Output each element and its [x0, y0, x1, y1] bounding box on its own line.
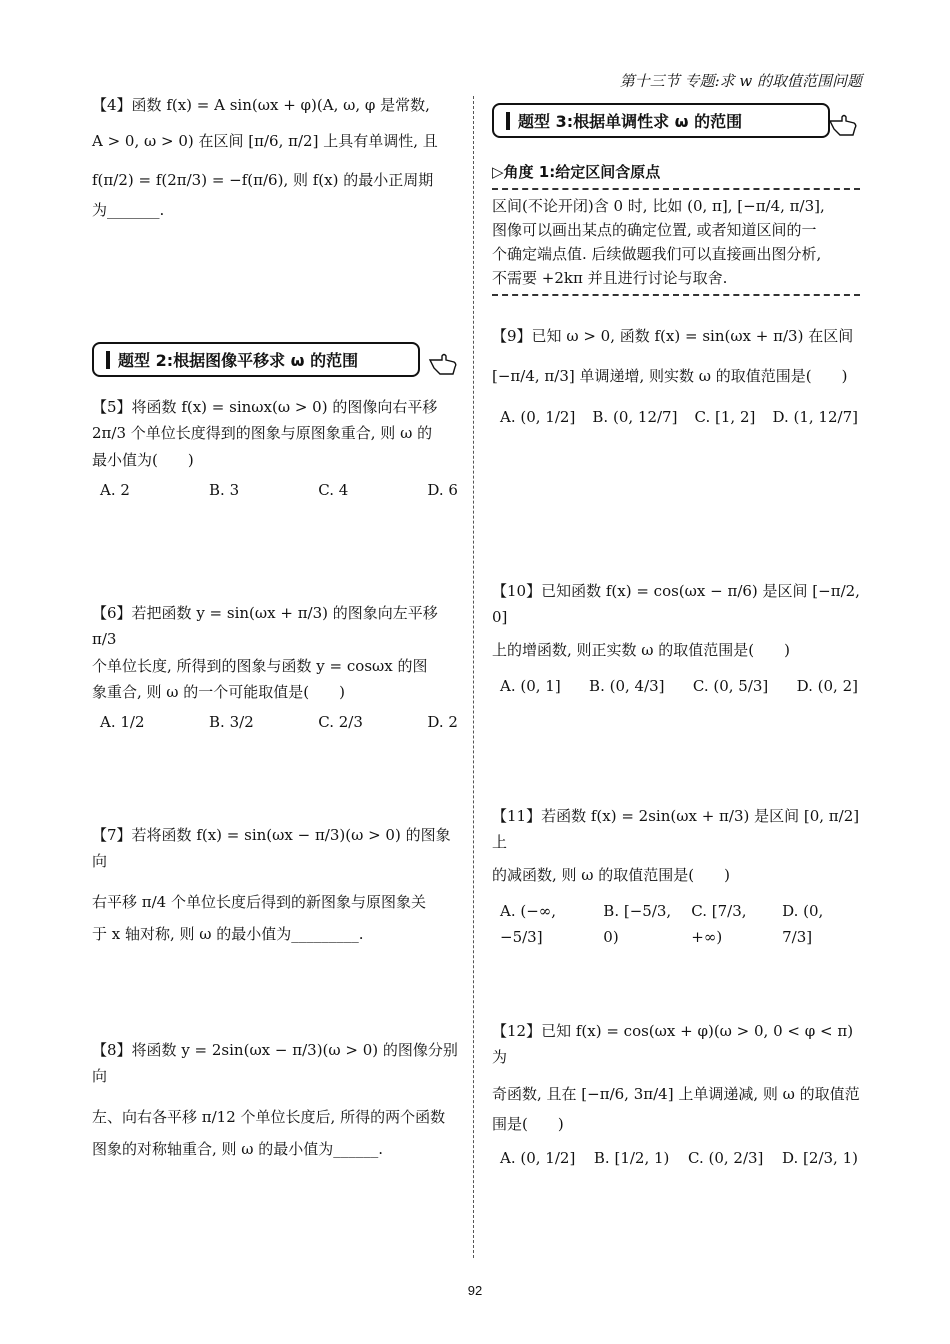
choice-list: [492, 1145, 862, 1171]
choice-a[interactable]: A. (−∞, −5/3]: [500, 901, 557, 946]
choice-c[interactable]: C. (0, 5/3]: [692, 676, 769, 695]
choice-list: [492, 898, 862, 951]
pointing-hand-icon: [828, 111, 858, 139]
choice-a[interactable]: A. 1/2: [100, 713, 145, 731]
choice-b[interactable]: B. [−5/3, 0): [603, 901, 672, 946]
choice-d[interactable]: D. 6: [427, 480, 458, 499]
choice-a[interactable]: A. (0, 1]: [500, 676, 561, 695]
choice-b[interactable]: B. [1/2, 1): [593, 1149, 670, 1167]
choice-c[interactable]: C. [7/3, +∞): [691, 901, 747, 946]
problem-label: 【4】: [92, 96, 132, 114]
choice-d[interactable]: D. (0, 7/3]: [782, 901, 824, 946]
pointing-hand-icon: [428, 350, 458, 378]
choice-b[interactable]: B. (0, 12/7]: [592, 407, 678, 426]
choice-a[interactable]: A. 2: [100, 480, 130, 499]
choice-list: [92, 709, 462, 735]
page-header: 第十三节 专题:求 w 的取值范围问题: [619, 72, 862, 90]
tip-box: 区间(不论开闭)含 0 时, 比如 (0, π], [−π/4, π/3], 图像可以画出某点的确定位置, 或者知道区间的一 个确定端点值. 后续做题我们可以直接画出图分析, 不需要 +2kπ 并且进行讨论与取舍.: [492, 188, 860, 296]
problem-5: 【5】将函数 f(x) = sinωx(ω > 0) 的图像向右平移 2π/3 个单位长度得到的图象与原图象重合, 则 ω 的 最小值为( ) A. 2 B. 3 C. 4 D. 6: [92, 394, 462, 503]
problem-8: 【8】将函数 y = 2sin(ωx − π/3)(ω > 0) 的图像分别向 左、向右各平移 π/12 个单位长度后, 所得的两个函数 图象的对称轴重合, 则 ω 的最小值为______.: [92, 1041, 458, 1158]
choice-c[interactable]: C. 2/3: [318, 713, 363, 731]
choice-d[interactable]: D. 2: [427, 713, 458, 731]
title-bar: [506, 112, 510, 130]
page-number: 92: [467, 1283, 483, 1298]
problem-4: 【4】函数 f(x) = A sin(ωx + φ)(A, ω, φ 是常数, A > 0, ω > 0) 在区间 [π/6, π/2] 上具有单调性, 且 f(π/2) = f(2π/3) = −f(π/6), 则 f(x) 的最小正周期 为_______.: [92, 96, 438, 219]
problem-12: 【12】已知 f(x) = cos(ωx + φ)(ω > 0, 0 < φ < π) 为 奇函数, 且在 [−π/6, 3π/4] 上单调递减, 则 ω 的取值范 围是( ) A. (0, 1/2] B. [1/2, 1) C. (0, 2/3] D. [2/3, 1): [492, 1018, 862, 1171]
problem-9: 【9】已知 ω > 0, 函数 f(x) = sin(ωx + π/3) 在区间 [−π/4, π/3] 单调递增, 则实数 ω 的取值范围是( ) A. (0, 1/2] B. (0, 12/7] C. [1, 2] D. (1, 12/7]: [492, 323, 862, 430]
choice-b[interactable]: B. (0, 4/3]: [589, 676, 665, 695]
choice-c[interactable]: C. [1, 2]: [694, 407, 756, 426]
choice-list: [492, 404, 862, 430]
choice-c[interactable]: C. (0, 2/3]: [688, 1149, 764, 1167]
section-3-title: 题型 3:根据单调性求 ω 的范围: [492, 103, 830, 138]
choice-a[interactable]: A. (0, 1/2]: [500, 1149, 576, 1167]
choice-b[interactable]: B. 3: [209, 480, 240, 499]
choice-d[interactable]: D. [2/3, 1): [782, 1149, 858, 1167]
choice-list: [92, 477, 462, 503]
choice-d[interactable]: D. (0, 2]: [796, 676, 858, 695]
choice-d[interactable]: D. (1, 12/7]: [772, 407, 858, 426]
problem-10: 【10】已知函数 f(x) = cos(ωx − π/6) 是区间 [−π/2, 0] 上的增函数, 则正实数 ω 的取值范围是( ) A. (0, 1] B. (0, 4/3] C. (0, 5/3] D. (0, 2]: [492, 578, 862, 699]
column-divider: [473, 96, 474, 1258]
angle-1-title: ▷角度 1:给定区间含原点: [492, 163, 661, 181]
problem-7: 【7】若将函数 f(x) = sin(ωx − π/3)(ω > 0) 的图象向 右平移 π/4 个单位长度后得到的新图象与原图象关 于 x 轴对称, 则 ω 的最小值为_________.: [92, 826, 451, 943]
choice-c[interactable]: C. 4: [318, 480, 349, 499]
problem-6: 【6】若把函数 y = sin(ωx + π/3) 的图象向左平移 π/3 个单位长度, 所得到的图象与函数 y = cosωx 的图 象重合, 则 ω 的一个可能取值是( ) A. 1/2 B. 3/2 C. 2/3 D. 2: [92, 600, 462, 735]
problem-11: 【11】若函数 f(x) = 2sin(ωx + π/3) 是区间 [0, π/2] 上 的减函数, 则 ω 的取值范围是( ) A. (−∞, −5/3] B. [−5/3, 0) C. [7/3, +∞) D. (0, 7/3]: [492, 803, 862, 950]
section-2-title: 题型 2:根据图像平移求 ω 的范围: [92, 342, 420, 377]
choice-list: [492, 673, 862, 699]
choice-a[interactable]: A. (0, 1/2]: [500, 407, 576, 426]
title-bar: [106, 351, 110, 369]
choice-b[interactable]: B. 3/2: [209, 713, 254, 731]
